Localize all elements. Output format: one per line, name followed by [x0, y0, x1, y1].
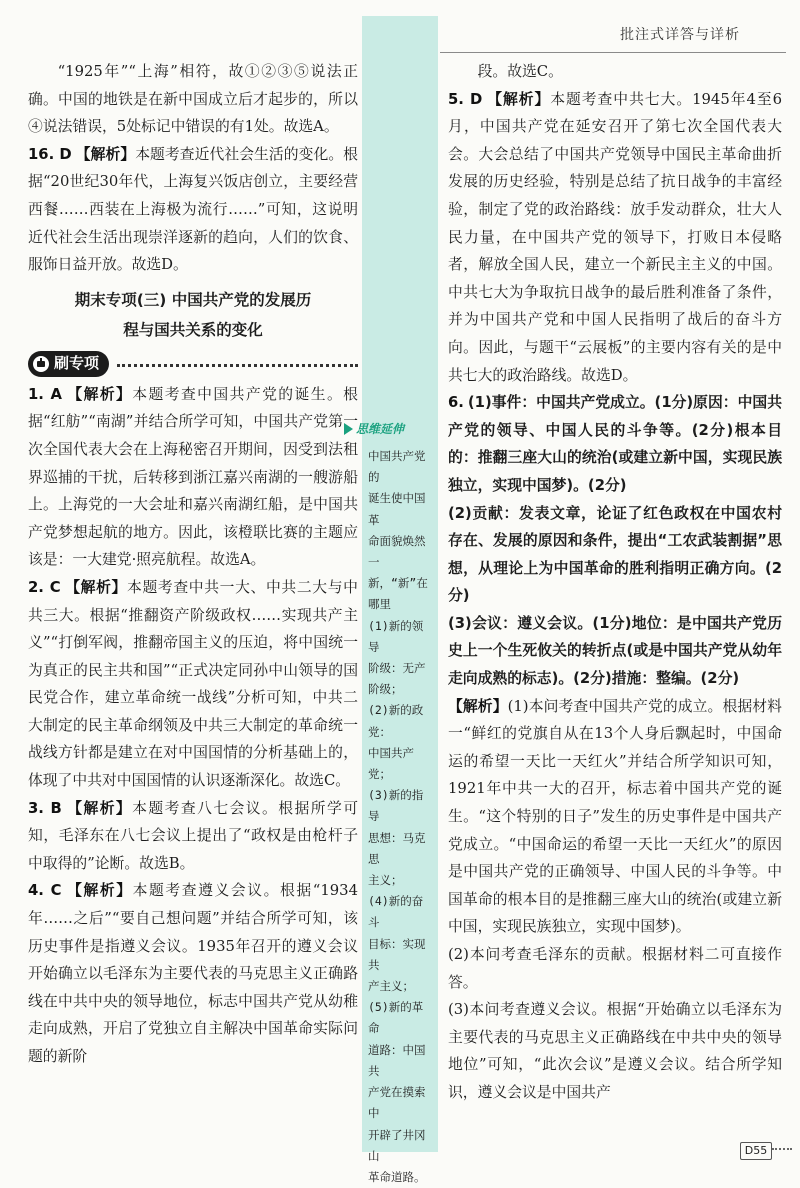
sidebar-line: 思想：马克思: [368, 830, 426, 866]
answer-2: [28, 574, 358, 795]
answer-5: [448, 86, 782, 390]
answer-1-number: 1. A: [28, 385, 62, 403]
page-number: D55: [740, 1142, 772, 1160]
answer-6-analysis-tag: 【解析】: [448, 697, 508, 715]
section-title-line2: 程与国共关系的变化: [123, 320, 263, 339]
answer-4-number: 4. C: [28, 882, 62, 900]
answer-4: [28, 877, 358, 1070]
sidebar-line: 目标：实现共: [368, 936, 426, 972]
sidebar-line: (4)新的奋斗: [368, 894, 424, 930]
sidebar-line: (5)新的革命: [368, 1000, 424, 1036]
answer-3: [28, 795, 358, 878]
sidebar-line: 新，“新”在: [368, 576, 428, 591]
answer-2-text: 本题考查中共一大、中共二大与中共三大。根据“推翻资产阶级政权……实现共产主义”“打倒军阀，推翻帝国主义的压迫，将中国统一为真正的民主共和国”“正式决定同孙中山领导的国民党合作，建立革命统一战线”分析可知，中共二大制定的民主革命纲领及中共三大制定的革命统一战线方针都是建立在对中国国情的分析基础上的，体现了中共对中国国情的认识逐渐深化。故选C。: [28, 578, 358, 790]
answer-6-analysis1-text: (1)本问考查中国共产党的成立。根据材料一“鲜红的党旗自从在13个人身后飘起时，中国命运的希望一天比一天红火”并结合所学知识可知，1921年中共一大的召开，标志着中国共产党的诞生。“这个特别的日子”发生的历史事件是中国共产党成立。“中国命运的希望一天比一天红火”的原因是中国共产党的正确领导、中国人民的斗争等。中国革命的根本目的是推翻三座大山的统治(或建立新中国，实现民族独立，实现中国梦)。: [448, 697, 782, 936]
header-rule: [440, 52, 786, 53]
brush-label: 刷专项: [54, 353, 100, 372]
sidebar-line: 命面貌焕然一: [368, 533, 426, 570]
answer-1: [28, 381, 358, 574]
answer-5-tag: 【解析】: [486, 90, 551, 108]
sidebar-line: 产主义；: [368, 979, 414, 994]
section-title-line1: 期末专项(三) 中国共产党的发展历: [74, 290, 312, 309]
section-title: [28, 285, 358, 345]
sidebar-line: 诞生使中国革: [368, 491, 426, 527]
answer-1-text: 本题考查中国共产党的诞生。根据“红舫”“南湖”并结合所学可知，中国共产党第一次全国代表大会在上海秘密召开期间，因受到法租界巡捕的干扰，后转移到浙江嘉兴南湖的一艘游船上。上海党的一大会址和嘉兴南湖红船，是中国共产党梦想起航的地方。因此，该橙联比赛的主题应该是：一大建党·照亮航程。故选A。: [28, 385, 358, 569]
answer-2-number: 2. C: [28, 578, 61, 596]
sidebar-line: 革命道路。: [368, 1169, 426, 1184]
answer-5-text: 本题考查中共七大。1945年4至6月，中国共产党在延安召开了第七次全国代表大会。大会总结了中国共产党领导中国民主革命曲折发展的历史经验，特别是总结了抗日战争的丰富经验，制定了党的政治路线：放手发动群众，壮大人民力量，在中国共产党的领导下，打败日本侵略者，解放全国人民，建立一个新民主主义的中国。中共七大为争取抗日战争的最后胜利准备了条件，并为中国共产党和中国人民指明了战后的奋斗方向。因此，与题干“云展板”的主要内容有关的是中共七大的政治路线。故选D。: [448, 90, 782, 384]
sidebar-line: 道路：中国共: [368, 1042, 426, 1078]
sidebar-line: 阶级：无产: [368, 661, 426, 676]
answer-3-number: 3. B: [28, 799, 62, 817]
answer-16: [28, 141, 358, 279]
answer-6-analysis2: (2)本问考查毛泽东的贡献。根据材料二可直接作答。: [448, 946, 782, 991]
answer-5-number: 5. D: [448, 90, 483, 108]
answer-6-analysis1: [448, 693, 782, 941]
left-column: [28, 58, 358, 1071]
answer-6-analysis3: (3)本问考查遵义会议。根据“开始确立以毛泽东为主要代表的马克思主义正确路线在中共中央的领导地位”可知，“此次会议”是遵义会议。结合所学知识，遵义会议是中国共产: [448, 1001, 782, 1101]
page-dots: [772, 1148, 792, 1150]
sidebar-line: 哪里: [368, 597, 391, 612]
answer-4-text: 本题考查遵义会议。根据“1934年……之后”“要自己想问题”并结合所学可知，该历史事件是指遵义会议。1935年召开的遵义会议开始确立以毛泽东为主要代表的马克思主义正确路线在中共中央的领导地位，标志中国共产党从幼稚走向成熟，开启了党独立自主解决中国革命实际问题的新阶: [28, 882, 358, 1065]
page-header: 批注式详答与详析: [620, 27, 740, 43]
answer-6-part3: (3)会议：遵义会议。(1分)地位：是中国共产党历史上一个生死攸关的转折点(或是中国共产党从幼年走向成熟的标志)。(2分)措施：整编。(2分): [448, 614, 782, 688]
sidebar-line: 阶级；: [368, 682, 403, 697]
answer-16-text: 本题考查近代社会生活的变化。根据“20世纪30年代，上海复兴饭店创立，主要经营西餐……西装在上海极为流行……”可知，这说明近代社会生活出现崇洋逐新的趋向，人们的饮食、服饰日益开放。故选D。: [28, 145, 358, 274]
answer-2-tag: 【解析】: [64, 578, 127, 596]
right-continuation: 段。故选C。: [477, 63, 563, 80]
brush-badge: [28, 351, 109, 377]
sidebar-content: [362, 446, 438, 1188]
triangle-arrow-icon: [344, 423, 353, 435]
answer-16-number: 16. D: [28, 145, 72, 163]
brush-icon: [32, 355, 50, 373]
sidebar-line: 主义；: [368, 873, 403, 888]
sidebar-line: 中国共产党；: [368, 745, 414, 782]
brush-dots: [117, 364, 358, 367]
answer-3-text: 本题考查八七会议。根据所学可知，毛泽东在八七会议上提出了“政权是由枪杆子中取得的”论断。故选B。: [28, 799, 358, 872]
answer-3-tag: 【解析】: [65, 799, 133, 817]
answer-1-tag: 【解析】: [65, 385, 133, 403]
sidebar-line: 产党在摸索中: [368, 1085, 426, 1121]
sidebar-line: (2)新的政党：: [368, 703, 424, 739]
sidebar-line: (1)新的领导: [368, 618, 424, 654]
answer-6-part1-text: (1)事件：中国共产党成立。(1分)原因：中国共产党的领导、中国人民的斗争等。(2分)根本目的：推翻三座大山的统治(或建立新中国，实现民族独立，实现中国梦)。(2分): [448, 394, 782, 494]
answer-6-part2: (2)贡献：发表文章，论证了红色政权在中国农村存在、发展的原因和条件，提出“工农武装割据”思想，从理论上为中国革命的胜利指明正确方向。(2分): [448, 504, 782, 605]
right-column: [448, 58, 782, 1107]
sidebar-line: 开辟了井冈山: [368, 1127, 426, 1163]
answer-6-part1: [448, 389, 782, 499]
sidebar-line: (3)新的指导: [368, 788, 424, 824]
answer-4-tag: 【解析】: [65, 882, 133, 900]
left-continuation: “1925年”“上海”相符，故①②③⑤说法正确。中国的地铁是在新中国成立后才起步的，所以④说法错误，5处标记中错误的有1处。故选A。: [28, 63, 358, 136]
brush-header: [28, 349, 358, 379]
answer-16-tag: 【解析】: [75, 145, 136, 163]
sidebar-line: 中国共产党的: [368, 449, 426, 485]
sidebar-label: [344, 420, 404, 437]
sidebar-label-text: 思维延伸: [356, 422, 405, 436]
answer-6-number: 6.: [448, 394, 464, 412]
